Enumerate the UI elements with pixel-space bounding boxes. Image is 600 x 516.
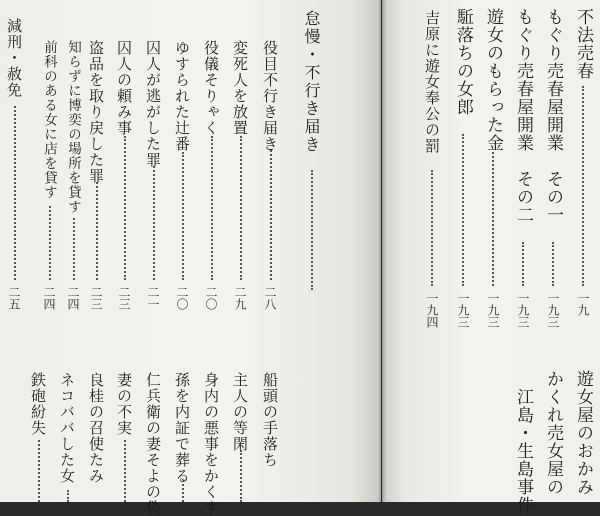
toc-leader xyxy=(211,136,213,280)
toc-entry: 囚人の頼み事 xyxy=(115,40,133,136)
toc-entry: 知らずに博奕の場所を貸す xyxy=(65,40,81,214)
page-number: 二〇 xyxy=(175,286,189,310)
page-number: 一九三 xyxy=(486,292,500,328)
toc-leader xyxy=(582,86,584,286)
toc-leader xyxy=(67,490,69,502)
toc-leader xyxy=(96,182,98,280)
toc-entry: 江島・生島事件 xyxy=(513,388,533,514)
toc-leader xyxy=(462,134,464,286)
page-number: 一九三 xyxy=(456,292,470,328)
page-number: 二四 xyxy=(66,286,80,310)
page-number: 一九三 xyxy=(516,292,530,328)
toc-entry: 変死人を放置 xyxy=(231,40,249,136)
page-number: 一九三 xyxy=(546,292,560,328)
toc-entry: 鉄砲紛失 xyxy=(29,372,47,436)
page-number: 二一 xyxy=(146,286,160,310)
page-number: 二〇 xyxy=(204,286,218,310)
toc-entry: 役目不行き届き xyxy=(261,40,279,152)
toc-leader xyxy=(270,150,272,280)
toc-entry: 仁兵衛の妻そよの偽 xyxy=(144,372,162,516)
toc-entry: 囚人が逃がした罪 xyxy=(144,40,162,168)
toc-entry: 妻の不実 xyxy=(115,372,133,436)
toc-leader xyxy=(492,152,494,286)
toc-leader xyxy=(38,440,40,502)
toc-entry: 役儀そりゃく xyxy=(202,40,220,136)
toc-entry: ゆすられた辻番 xyxy=(173,40,191,152)
toc-entry: 遊女のもらった金 xyxy=(483,8,503,152)
toc-entry: 主人の等閑 xyxy=(231,372,249,452)
page-number: 二四 xyxy=(42,286,56,310)
toc-leader xyxy=(124,136,126,280)
page-number: 一九 xyxy=(576,292,590,316)
page-number: 二五 xyxy=(7,286,21,310)
toc-entry: 遊女屋のおかみ xyxy=(573,370,593,496)
toc-entry: ネコババした女 xyxy=(58,372,76,484)
toc-entry: 吉原に遊女奉公の罰 xyxy=(423,10,441,154)
section-heading: 怠慢・不行き届き xyxy=(302,10,321,154)
book-gutter xyxy=(378,0,386,502)
toc-leader xyxy=(124,440,126,502)
toc-leader xyxy=(49,206,51,280)
toc-leader xyxy=(182,152,184,280)
toc-leader xyxy=(240,450,242,502)
toc-leader xyxy=(14,106,16,280)
toc-leader xyxy=(311,170,313,290)
toc-entry: 駈落ちの女郎 xyxy=(453,8,473,116)
page-number: 二八 xyxy=(263,286,277,310)
page-number: 一九四 xyxy=(425,292,439,328)
toc-leader xyxy=(240,136,242,280)
toc-leader xyxy=(522,242,524,286)
toc-entry: もぐり売春屋開業 その二 xyxy=(513,8,533,224)
toc-entry: かくれ売女屋の xyxy=(543,370,563,496)
toc-leader xyxy=(182,484,184,502)
page-number: 二九 xyxy=(233,286,247,310)
page-number: 二三 xyxy=(117,286,131,310)
toc-entry: 良桂の召使たみ xyxy=(87,372,105,484)
toc-entry: 孫を内証で葬る xyxy=(173,372,191,484)
toc-leader xyxy=(431,170,433,286)
toc-entry: 船頭の手落ち xyxy=(261,372,279,468)
toc-entry: 減刑・赦免 xyxy=(5,18,23,98)
toc-entry: 身内の悪事をかくす xyxy=(202,372,220,516)
toc-leader xyxy=(153,166,155,280)
toc-leader xyxy=(552,242,554,286)
toc-entry: 不法売春 xyxy=(573,8,593,80)
toc-entry: 盗品を取り戻した罪 xyxy=(87,40,105,184)
toc-entry: 前科のある女に店を貸す xyxy=(41,40,57,200)
page-number: 二三 xyxy=(89,286,103,310)
toc-entry: もぐり売春屋開業 その一 xyxy=(543,8,563,224)
toc-leader xyxy=(73,218,75,280)
